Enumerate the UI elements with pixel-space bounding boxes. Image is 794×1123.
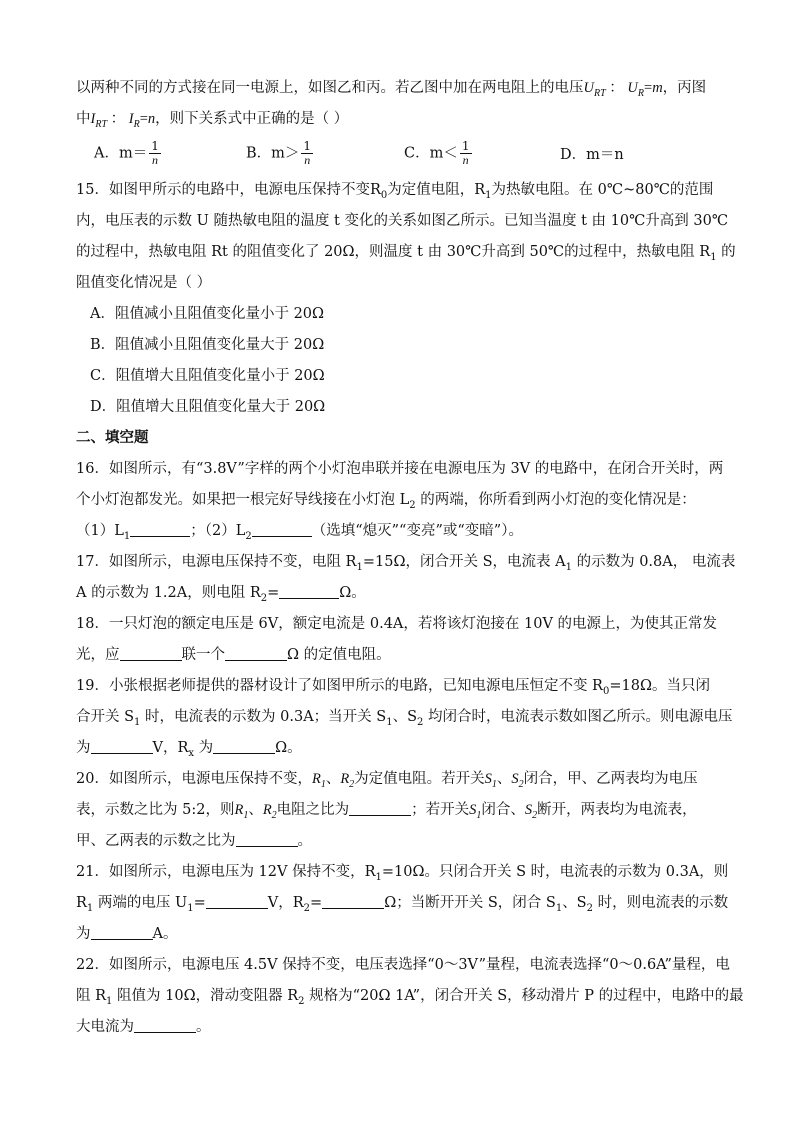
q15-option-a[interactable]: A．阻值减小且阻值变化量小于 20Ω [90, 306, 325, 322]
q20-line-2: 表，示数之比为 5:2，则$R_1$、$R_2$电阻之比为 ；若开关$S_1$闭合、$S_2$断开，两表均为电流表， [76, 802, 697, 821]
q17-blank[interactable] [279, 583, 339, 599]
q20-line-1: 20．如图所示，电源电压保持不变，$R_1$、$R_2$为定值电阻。若开关$S_1$、$S_2$闭合，甲、乙两表均为电压 [76, 771, 698, 790]
q14-option-a[interactable]: A．m＝ $\frac{1}{n}$ [94, 139, 159, 167]
q19-blank-1[interactable] [91, 738, 153, 754]
q22-line-3: 大电流为 。 [76, 1019, 211, 1035]
q21-blank-1[interactable] [206, 893, 268, 909]
q20-line-3: 甲、乙两表的示数之比为 。 [76, 833, 312, 849]
q21-line-1: 21．如图所示，电源电压为 12V 保持不变，$R_1=10\Omega$。只闭合开关 S 时，电流表的示数为 0.3A，则 [76, 864, 729, 883]
q22-line-1: 22．如图所示，电源电压 4.5V 保持不变，电压表选择“0～3V”量程，电流表选择“0～0.6A”量程，电 [76, 957, 730, 973]
q14-options [76, 140, 716, 170]
q22-blank[interactable] [134, 1017, 196, 1033]
q15-line-2: 内，电压表的示数 U 随热敏电阻的温度 t 变化的关系如图乙所示。已知当温度 t 由 10℃升高到 30℃ [76, 213, 729, 229]
q17-line-1: 17．如图所示，电源电压保持不变，电阻 $R_1=15\Omega$，闭合开关 S，电流表 $A_1$ 的示数为 0.8A， 电流表 [76, 554, 736, 573]
q21-line-3: 为 A。 [76, 926, 178, 942]
q21-line-2: $R_1$ 两端的电压 $U_1= V$，$R_2= \Omega$；当断开开关 S，闭合 $S_1$、$S_2$ 时，则电流表的示数 [76, 895, 729, 914]
q19-line-3: 为 V，$R_x$ 为 Ω。 [76, 740, 302, 759]
q16-blank-2[interactable] [252, 521, 312, 537]
q19-line-2: 合开关 $S_1$ 时，电流表的示数为 0.3A；当开关 $S_1$、$S_2$ 均闭合时，电流表示数如图乙所示。则电源电压 [76, 709, 733, 728]
q21-blank-3[interactable] [91, 924, 153, 940]
q15-line-3: 的过程中，热敏电阻 Rt 的阻值变化了 20Ω，则温度 t 由 30℃升高到 50℃的过程中，热敏电阻 $R_1$ 的 [76, 244, 736, 263]
q14-text: 以两种不同的方式接在同一电源上，如图乙和丙。若乙图中加在两电阻上的电压 [76, 80, 584, 96]
section-heading: 二、填空题 [76, 430, 149, 446]
q14-line-1 [76, 78, 706, 98]
q15-option-d[interactable]: D．阻值增大且阻值变化量大于 20Ω [90, 399, 326, 415]
q20-blank-1[interactable] [349, 800, 411, 816]
q14-line-2: 中$I_{RT}$ ： $I_R=n$，则下关系式中正确的是（ ） [76, 111, 349, 130]
q20-blank-2[interactable] [236, 831, 298, 847]
q15-option-c[interactable]: C．阻值增大且阻值变化量小于 20Ω [90, 368, 325, 384]
q14-option-c[interactable]: C．m＜ $\frac{1}{n}$ [404, 139, 470, 167]
q14-option-d[interactable]: D．m＝n [560, 147, 624, 163]
q16-blank-1[interactable] [130, 521, 190, 537]
q14-option-b[interactable]: B．m＞ $\frac{1}{n}$ [246, 139, 312, 167]
q16-line-1: 16．如图所示，有“3.8V”字样的两个小灯泡串联并接在电源电压为 3V 的电路中，在闭合开关时，两 [76, 461, 724, 477]
q16-line-2: 个小灯泡都发光。如果把一根完好导线接在小灯泡 $L_2$ 的两端，你所看到两小灯泡的变化情况是： [76, 492, 696, 511]
q17-line-2: A 的示数为 1.2A，则电阻 $R_2= \Omega$。 [76, 585, 366, 604]
q22-line-2: 阻 $R_1$ 阻值为 10Ω，滑动变阻器 $R_2$ 规格为“20Ω 1A”，闭合开关 S，移动滑片 P 的过程中，电路中的最 [76, 988, 744, 1007]
q18-blank-2[interactable] [225, 645, 287, 661]
q18-blank-1[interactable] [120, 645, 182, 661]
q19-blank-2[interactable] [213, 738, 275, 754]
q14-ratio-1: $U_{RT}$ ： $U_R=m$ [583, 80, 663, 99]
q15-line-4: 阻值变化情况是（ ） [76, 275, 212, 291]
q14-text: ，丙图 [662, 80, 707, 96]
q19-line-1: 19．小张根据老师提供的器材设计了如图甲所示的电路，已知电源电压恒定不变 $R_0=18\Omega$。当只闭 [76, 678, 710, 697]
q14-ratio-2: $I_{RT}$ ： $I_R=n$ [90, 111, 156, 130]
q15-line-1: 15．如图甲所示的电路中，电源电压保持不变$R_0$为定值电阻，$R_1$为热敏电阻。在 0℃~80℃的范围 [76, 182, 714, 201]
q21-blank-2[interactable] [322, 893, 384, 909]
q16-line-3: $(1)L_1$ ；$(2)L_2$ （选填“熄灭”“变亮”或“变暗”）。 [76, 523, 523, 542]
q18-line-1: 18．一只灯泡的额定电压是 6V，额定电流是 0.4A，若将该灯泡接在 10V 的电源上，为使其正常发 [76, 616, 718, 632]
q18-line-2: 光，应 联一个 Ω 的定值电阻。 [76, 647, 391, 663]
q15-option-b[interactable]: B．阻值减小且阻值变化量大于 20Ω [90, 337, 325, 353]
